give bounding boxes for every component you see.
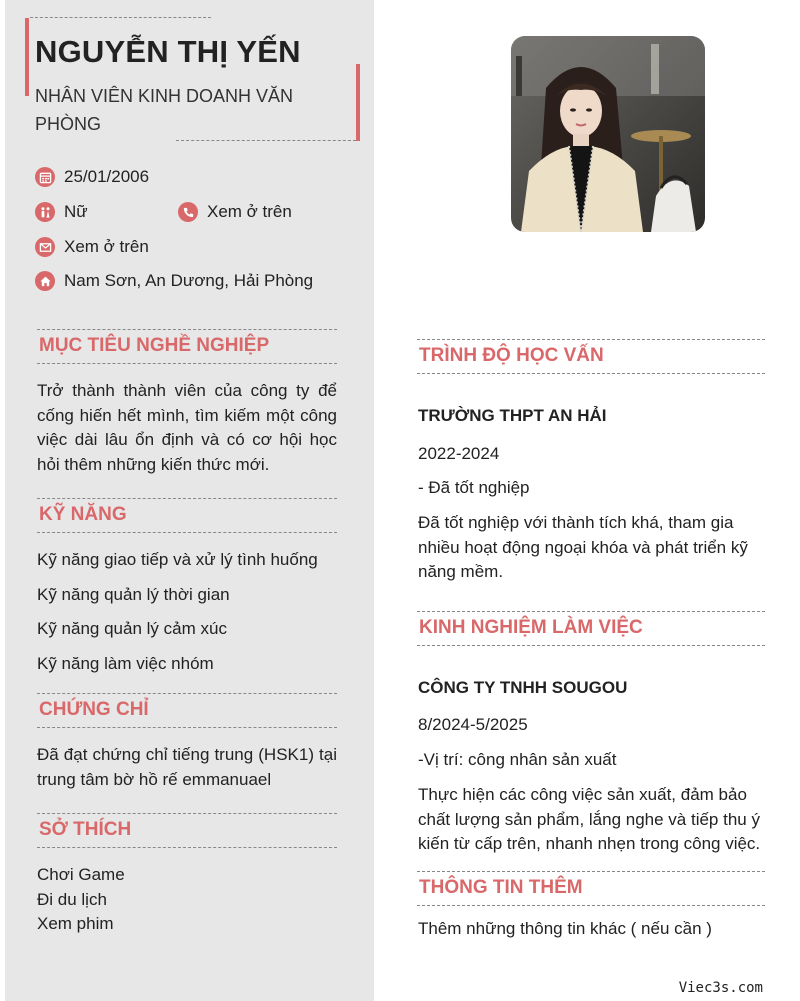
skills-heading-text: KỸ NĂNG: [39, 504, 127, 525]
school-name: TRƯỜNG THPT AN HẢI: [418, 406, 607, 425]
name-accent-bar: [25, 18, 29, 96]
contact-birthday: [35, 167, 149, 187]
home-icon: [35, 271, 55, 291]
experience-heading: [417, 611, 765, 646]
job-title: NHÂN VIÊN KINH DOANH VĂN PHÒNG: [35, 86, 294, 134]
hobbies-heading: [37, 813, 337, 848]
birthday-text: 25/01/2006: [64, 167, 150, 186]
certificates-text: Đã đạt chứng chỉ tiếng trung (HSK1) tại trung tâm bờ hồ rế emmanuael: [37, 745, 337, 789]
certificates-heading: [37, 693, 337, 728]
contact-gender: [35, 202, 88, 222]
calendar-icon: [35, 167, 55, 187]
email-text: Xem ở trên: [64, 237, 149, 256]
phone-text: Xem ở trên: [207, 202, 292, 221]
education-heading: [417, 339, 765, 374]
hobby-item: Chơi Game: [37, 865, 125, 884]
contact-phone: [178, 202, 292, 222]
objective-heading-text: MỤC TIÊU NGHỀ NGHIỆP: [39, 335, 270, 356]
experience-heading-text: KINH NGHIỆM LÀM VIỆC: [419, 617, 643, 638]
education-period: 2022-2024: [418, 444, 500, 463]
hobby-item: Xem phim: [37, 914, 114, 933]
contact-email: [35, 237, 149, 257]
skill-item: Kỹ năng giao tiếp và xử lý tình huống: [37, 550, 318, 569]
job-bottom-divider: [176, 140, 356, 141]
certificates-heading-text: CHỨNG CHỈ: [39, 699, 149, 720]
education-status: - Đã tốt nghiệp: [418, 478, 530, 497]
profile-photo: [511, 36, 705, 232]
skills-heading: [37, 498, 337, 533]
gender-icon: [35, 202, 55, 222]
address-text: Nam Sơn, An Dương, Hải Phòng: [64, 271, 314, 290]
brand-watermark: Viec3s.com: [678, 980, 763, 996]
contact-address: [35, 271, 313, 291]
additional-text: Thêm những thông tin khác ( nếu cần ): [418, 919, 712, 938]
experience-position: -Vị trí: công nhân sản xuất: [418, 750, 617, 769]
name-top-divider: [30, 17, 211, 18]
skill-item: Kỹ năng quản lý thời gian: [37, 585, 230, 604]
hobbies-heading-text: SỞ THÍCH: [39, 819, 132, 840]
additional-heading: [417, 871, 765, 906]
education-heading-text: TRÌNH ĐỘ HỌC VẤN: [419, 345, 604, 366]
additional-heading-text: THÔNG TIN THÊM: [419, 877, 583, 898]
experience-description: Thực hiện các công việc sản xuất, đảm bảo chất lượng sản phẩm, lắng nghe và tiếp thu ý kiến từ cấp trên, nhanh nhẹn trong công việc.: [418, 785, 761, 853]
phone-icon: [178, 202, 198, 222]
job-accent-bar: [356, 64, 360, 141]
gender-text: Nữ: [64, 202, 88, 221]
envelope-icon: [35, 237, 55, 257]
hobby-item: Đi du lịch: [37, 890, 107, 909]
education-description: Đã tốt nghiệp với thành tích khá, tham gia nhiều hoạt động ngoại khóa và phát triển kỹ năng mềm.: [418, 513, 748, 581]
skill-item: Kỹ năng quản lý cảm xúc: [37, 619, 227, 638]
skill-item: Kỹ năng làm việc nhóm: [37, 654, 214, 673]
objective-text: Trở thành thành viên của công ty để cống hiến hết mình, tìm kiếm một công việc dài lâu ổn định và có cơ hội học hỏi thêm những kiến thức mới.: [37, 381, 337, 474]
candidate-name: NGUYỄN THỊ YẾN: [35, 34, 301, 69]
objective-heading: [37, 329, 337, 364]
company-name: CÔNG TY TNHH SOUGOU: [418, 678, 628, 697]
experience-period: 8/2024-5/2025: [418, 715, 528, 734]
